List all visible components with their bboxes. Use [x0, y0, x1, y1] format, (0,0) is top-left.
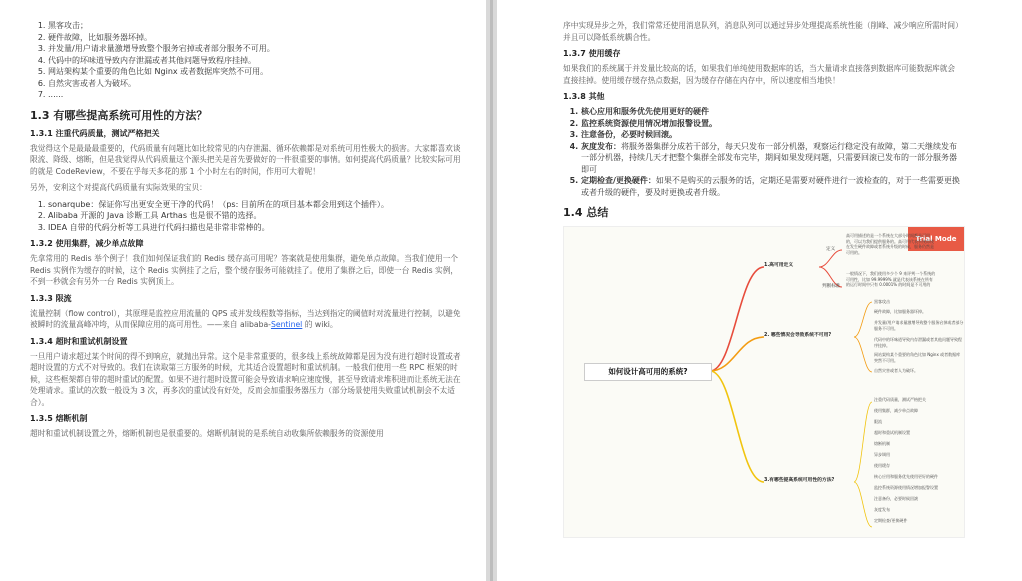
- section-heading-1-4: 1.4 总结: [563, 206, 609, 219]
- paragraph: 超时和重试机制设置之外，熔断机制也是很重要的。熔断机制说的是系统自动收集所依赖服务的资源使用: [30, 429, 384, 438]
- mindmap-leaf: 一般情况下，我们使用多少个 9 来评判一个系统的可用性，比如 99.9999% 就是代表该系统在所有的运行时间中只有 0.0001% 的时间是不可用的: [846, 271, 936, 287]
- paragraph: 我觉得这个是最最最重要的，代码质量有问题比如比较常见的内存泄漏、循环依赖都是对系统可用性极大的损害。大家都喜欢谈限流、降级、熔断，但是我觉得从代码质量这个源头把关是首先要做好的一件很重要的事情。如何提高代码质量？比较实际可用的就是 CodeReview，不要在乎每天多花的那 1 个小时左右的时间，作用可大着呢！: [30, 143, 461, 176]
- subsection-heading-1-3-2: 1.3.2 使用集群，减少单点故障: [30, 239, 144, 248]
- list-item: [581, 118, 962, 130]
- mindmap-leaf: 注重代码质量，测试严格把关: [874, 397, 926, 402]
- page-divider: [486, 0, 497, 581]
- subsection-heading-1-3-7: 1.3.7 使用缓存: [563, 49, 621, 58]
- list-item-title: 核心应用和服务优先使用更好的硬件: [581, 107, 709, 116]
- scrollbar[interactable]: [490, 0, 493, 581]
- list-item-desc: 将服务器集群分成若干部分，每天只发布一部分机器，观察运行稳定没有故障，第二天继续发布一部分机器，持续几天才把整个集群全部发布完毕，期间如果发现问题，只需要回滚已发布的一部分服务器即可: [581, 141, 957, 174]
- list-item: [581, 175, 962, 198]
- mindmap-leaf: 核心应用和服务优先使用更好的硬件: [874, 474, 938, 479]
- sentinel-link[interactable]: Sentinel: [270, 320, 303, 329]
- list-item: 2. Alibaba 开源的 Java 诊断工具 Arthas 也是很不错的选择。: [48, 210, 462, 222]
- paragraph-text: 的 wiki。: [302, 320, 338, 329]
- subsection-heading-1-3-4: 1.3.4 超时和重试机制设置: [30, 336, 128, 346]
- mindmap-root: 如何设计高可用的系统?: [584, 363, 712, 381]
- paragraph: 先拿常用的 Redis 举个例子！我们如何保证我们的 Redis 缓存高可用呢？答案就是使用集群，避免单点故障。当我们使用一个 Redis 实例作为缓存的时候，这个 Redis 实例挂了之后，整个缓存服务可能就挂了。使用了集群之后，即使一台 Redis 实例，不到一秒就会有另外一台 Redis 实例顶上。: [30, 254, 459, 286]
- subsection-heading-1-3-3: 1.3.3 限流: [30, 293, 72, 303]
- list-item: 5. 网站架构某个重要的角色比如 Nginx 或者数据库突然不可用。: [48, 66, 462, 78]
- trial-mode-badge: Trial Mode: [908, 227, 964, 251]
- subsection-heading-1-3-8: 1.3.8 其他: [563, 92, 605, 101]
- mindmap-leaf: 限流: [874, 419, 882, 424]
- other-methods-list: [563, 106, 962, 198]
- right-page: [497, 0, 1022, 581]
- list-item: [581, 106, 962, 118]
- list-item-title: 监控系统资源使用情况增加报警设置。: [581, 118, 717, 128]
- mindmap-leaf: 黑客攻击: [874, 299, 890, 304]
- list-item: 1. 黑客攻击；: [48, 20, 462, 32]
- mindmap-figure: [563, 226, 965, 538]
- mindmap-leaf: 自然灾害或者人为破坏。: [874, 368, 918, 373]
- paragraph: 另外，安利这个对提高代码质量有实际效果的宝贝：: [30, 183, 207, 192]
- mindmap-leaf: 网站架构某个重要的角色比如 Nginx 或者数据库突然不可用。: [874, 352, 961, 363]
- section-heading-1-3: 1.3 有哪些提高系统可用性的方法？: [30, 108, 208, 122]
- mindmap-node-criteria: 判断标准: [822, 284, 841, 289]
- mindmap-leaf: 代码中的坏味道导致内存泄漏或者其他问题导致程序挂掉。: [874, 337, 962, 348]
- paragraph: 一旦用户请求超过某个时间的得不到响应，就抛出异常。这个是非常重要的，很多线上系统故障都是因为没有进行超时设置或者超时设置的方式不对导致的。我们在读取第三方服务的时候，尤其适合设置超时和重试机制。一般我们使用一些 RPC 框架的时候，这些框架都自带的超时重试的配置。如果不进行超时设置可能会导致请求响应速度慢，甚至导致请求堆积进而让系统无法在处理请求。重试的次数一般设为 3 次，再多次的重试没有好处，反而会加重服务器压力（部分场景使用失败重试机制会不太适合）。: [30, 351, 461, 407]
- subsection-heading-1-3-5: 1.3.5 熔断机制: [30, 414, 88, 423]
- mindmap-leaf: 熔断机制: [874, 441, 890, 446]
- list-item-title: 灰度发布：: [581, 141, 621, 151]
- paragraph: 如果我们的系统属于并发量比较高的话，如果我们单纯使用数据库的话，当大量请求直接落到数据库可能数据库就会直接挂掉。使用缓存缓存热点数据，因为缓存存储在内存中，所以速度相当地快！: [563, 64, 956, 85]
- list-item-title: 定期检查/更换硬件：: [581, 176, 656, 185]
- mindmap-leaf: 超时和重试机制设置: [874, 430, 910, 435]
- list-item: 6. 自然灾害或者人为破坏。: [48, 78, 462, 90]
- list-item-title: 注意备份，必要时候回滚。: [581, 130, 677, 139]
- paragraph: [30, 308, 462, 331]
- list-item: 3. 并发量/用户请求量激增导致整个服务宕掉或者部分服务不可用。: [48, 43, 462, 55]
- subsection-heading-1-3-1: 1.3.1 注重代码质量，测试严格把关: [30, 128, 160, 138]
- unavailability-reasons-list: [30, 20, 462, 101]
- mindmap-leaf: 高可用描述的是一个系统在大部分时间都是可用的，可以为我们提供服务的。高可用代表系统即使在发生硬件故障或者系统升级的时候，服务仍然是可用的。: [846, 233, 934, 255]
- mindmap-leaf: 注意备份，必要时候回滚: [874, 496, 918, 501]
- mindmap-leaf: 监控系统资源使用情况增加报警设置: [874, 485, 938, 490]
- mindmap-branch-3: 3.有哪些提高系统可用性的方法?: [764, 478, 835, 483]
- mindmap-leaf: 硬件故障，比如服务器坏掉。: [874, 309, 926, 314]
- list-item: 7. ......: [48, 89, 462, 101]
- list-item: 1. sonarqube：保证你写出更安全更干净的代码！（ps: 目前所在的项目基本都会用到这个插件）。: [48, 199, 462, 211]
- list-item: 4. 代码中的坏味道导致内存泄漏或者其他问题导致程序挂掉。: [48, 55, 462, 67]
- mindmap-leaf: 异步调用: [874, 452, 890, 457]
- paragraph: 序中实现异步之外，我们常常还使用消息队列，消息队列可以通过异步处理提高系统性能（削峰、减少响应所需时间）并且可以降低系统耦合性。: [563, 21, 959, 42]
- list-item: [581, 141, 962, 176]
- left-page: [0, 0, 486, 581]
- mindmap-branch-2: 2. 哪些情况会导致系统不可用?: [764, 333, 832, 338]
- mindmap-leaf: 使用集群，减少单点故障: [874, 408, 918, 413]
- list-item: 3. IDEA 自带的代码分析等工具进行代码扫描也是非常非常棒的。: [48, 222, 462, 234]
- mindmap-leaf: 灰度发布: [874, 507, 890, 512]
- mindmap-node-definition: 定义: [826, 247, 836, 252]
- mindmap-leaf: 定期检查/更换硬件: [874, 518, 908, 523]
- paragraph-text: 流量控制（flow control），其原理是监控应用流量的 QPS 或并发线程数等指标，当达到指定的阈值时对流量进行控制，以避免被瞬时的流量高峰冲垮，从而保障应用的高可用性。——来自 alibaba-: [30, 308, 461, 329]
- mindmap-leaf: 并发量/用户请求量激增导致整个服务宕掉或者部分服务不可用。: [874, 320, 964, 331]
- mindmap-leaf: 使用缓存: [874, 463, 890, 468]
- tools-list: [30, 199, 462, 234]
- list-item: 2. 硬件故障，比如服务器坏掉。: [48, 32, 462, 44]
- list-item: [581, 129, 962, 141]
- list-item-desc: 如果不是购买的云服务的话，定期还是需要对硬件进行一波检查的，对于一些需要更换或者升级的硬件，要及时更换或者升级。: [581, 176, 960, 197]
- mindmap-branch-1: 1.高可用定义: [764, 263, 794, 268]
